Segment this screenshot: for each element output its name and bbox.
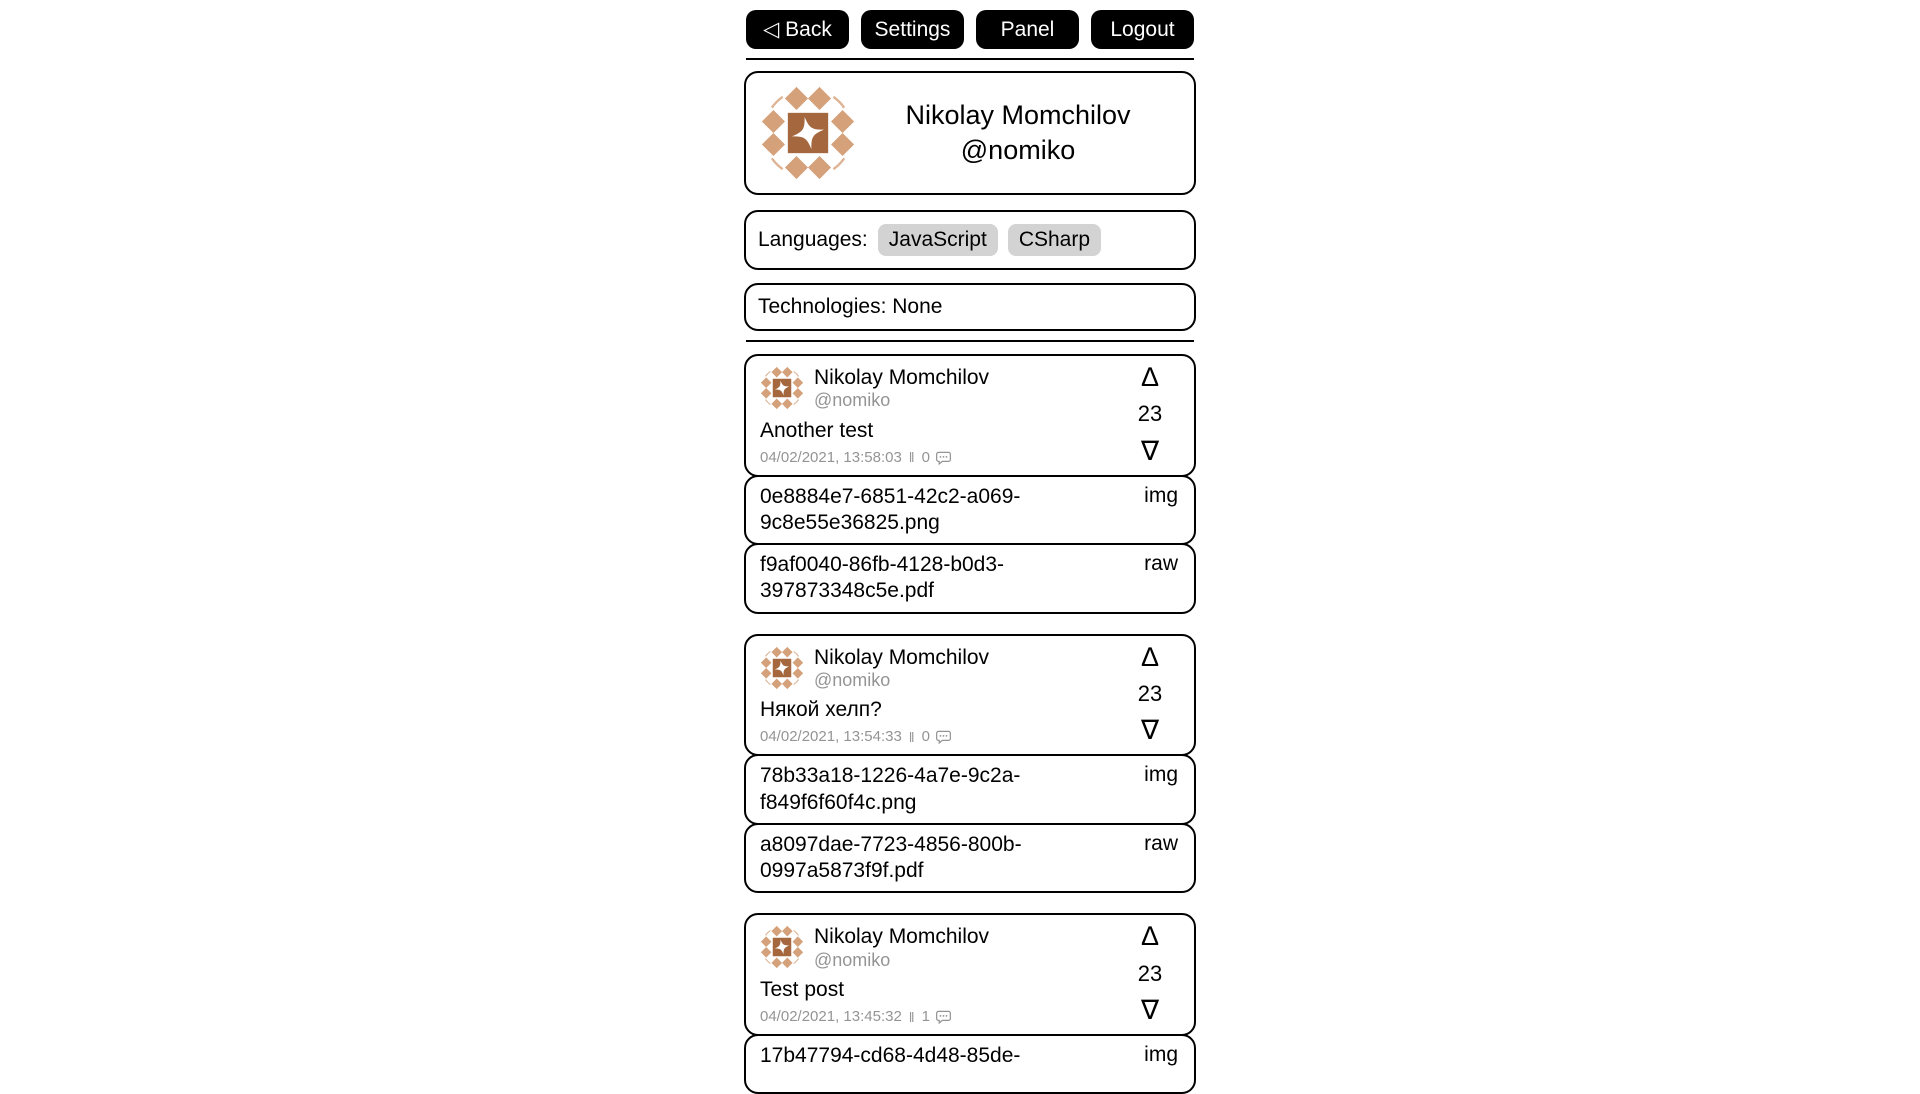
post-comment-count: 1 bbox=[921, 1008, 930, 1026]
comment-icon bbox=[936, 451, 951, 465]
profile-avatar bbox=[760, 85, 856, 181]
post-header[interactable] bbox=[744, 354, 1196, 477]
post-card bbox=[744, 634, 1196, 894]
attachment-filename: 78b33a18-1226-4a7e-9c2a-f849f6f60f4c.png bbox=[760, 764, 1021, 814]
vote-column bbox=[1132, 923, 1168, 1024]
post-timestamp: 04/02/2021, 13:58:03 bbox=[760, 448, 902, 466]
vote-column bbox=[1132, 364, 1168, 465]
attachment-row[interactable] bbox=[744, 823, 1196, 894]
attachment-row[interactable] bbox=[744, 754, 1196, 825]
post-header[interactable] bbox=[744, 913, 1196, 1036]
upvote-button[interactable]: ∆ bbox=[1141, 641, 1159, 672]
divider-posts bbox=[746, 340, 1194, 342]
attachment-type-label: img bbox=[1144, 1043, 1178, 1067]
post-card bbox=[744, 354, 1196, 614]
toolbar-button[interactable]: Panel bbox=[976, 10, 1079, 49]
attachment-row[interactable] bbox=[744, 543, 1196, 614]
post-title: Test post bbox=[760, 978, 845, 1002]
post-card bbox=[744, 913, 1196, 1094]
posts-feed bbox=[744, 354, 1196, 1094]
toolbar-button[interactable]: Logout bbox=[1091, 10, 1194, 49]
post-timestamp: 04/02/2021, 13:45:32 bbox=[760, 1008, 902, 1026]
post-author-avatar bbox=[760, 366, 804, 410]
downvote-button[interactable]: ∇ bbox=[1140, 995, 1160, 1026]
profile-card bbox=[744, 71, 1196, 195]
post-header[interactable] bbox=[744, 634, 1196, 757]
language-badge: CSharp bbox=[1008, 224, 1101, 256]
post-author-handle: @nomiko bbox=[814, 669, 891, 690]
attachment-filename: f9af0040-86fb-4128-b0d3-397873348c5e.pdf bbox=[760, 553, 1005, 603]
meta-separator-icon: ‖ bbox=[908, 1008, 915, 1025]
post-author-name: Nikolay Momchilov bbox=[814, 645, 990, 669]
attachment-row[interactable] bbox=[744, 1034, 1196, 1094]
post-title: Another test bbox=[760, 418, 874, 442]
attachment-filename: a8097dae-7723-4856-800b-0997a5873f9f.pdf bbox=[760, 832, 1022, 883]
attachment-row[interactable] bbox=[744, 475, 1196, 546]
downvote-button[interactable]: ∇ bbox=[1140, 435, 1160, 466]
post-comment-count: 0 bbox=[921, 728, 930, 746]
language-badge: JavaScript bbox=[878, 224, 998, 256]
technologies-card bbox=[744, 283, 1196, 331]
languages-label: Languages: bbox=[758, 228, 868, 251]
vote-count: 23 bbox=[1137, 681, 1163, 707]
toolbar bbox=[744, 0, 1196, 49]
main-column bbox=[744, 0, 1196, 1094]
comment-icon bbox=[936, 730, 951, 744]
profile-handle: @nomiko bbox=[960, 135, 1076, 165]
attachment-type-label: raw bbox=[1144, 552, 1178, 576]
divider-top bbox=[746, 58, 1194, 60]
post-author-handle: @nomiko bbox=[814, 390, 891, 411]
post-timestamp: 04/02/2021, 13:54:33 bbox=[760, 728, 902, 746]
attachment-filename: 0e8884e7-6851-42c2-a069-9c8e55e36825.png bbox=[760, 484, 1021, 534]
post-title: Някой хелп? bbox=[760, 698, 882, 722]
post-author-avatar bbox=[760, 646, 804, 690]
toolbar-button[interactable]: Settings bbox=[861, 10, 964, 49]
profile-name: Nikolay Momchilov bbox=[905, 99, 1131, 130]
languages-card bbox=[744, 210, 1196, 270]
attachment-type-label: raw bbox=[1144, 831, 1178, 855]
attachment-filename: 17b47794-cd68-4d48-85de- bbox=[760, 1044, 1021, 1068]
post-comment-count: 0 bbox=[921, 448, 930, 466]
post-meta bbox=[760, 728, 1180, 745]
vote-count: 23 bbox=[1137, 960, 1163, 986]
downvote-button[interactable]: ∇ bbox=[1140, 715, 1160, 746]
technologies-value: None bbox=[892, 295, 943, 318]
vote-count: 23 bbox=[1137, 401, 1163, 427]
post-author-name: Nikolay Momchilov bbox=[814, 366, 990, 389]
meta-separator-icon: ‖ bbox=[908, 449, 915, 466]
post-author-name: Nikolay Momchilov bbox=[814, 925, 990, 949]
post-meta bbox=[760, 1008, 1180, 1025]
attachment-type-label: img bbox=[1144, 483, 1178, 507]
comment-icon bbox=[936, 1010, 951, 1024]
upvote-button[interactable]: ∆ bbox=[1141, 921, 1159, 952]
vote-column bbox=[1132, 641, 1168, 746]
upvote-button[interactable]: ∆ bbox=[1141, 362, 1159, 392]
toolbar-button[interactable]: ◁ Back bbox=[746, 10, 849, 49]
post-author-avatar bbox=[760, 925, 804, 969]
technologies-label: Technologies: bbox=[758, 295, 887, 318]
attachment-type-label: img bbox=[1144, 763, 1178, 787]
meta-separator-icon: ‖ bbox=[908, 728, 915, 745]
post-author-handle: @nomiko bbox=[814, 949, 891, 970]
post-meta bbox=[760, 449, 1180, 466]
